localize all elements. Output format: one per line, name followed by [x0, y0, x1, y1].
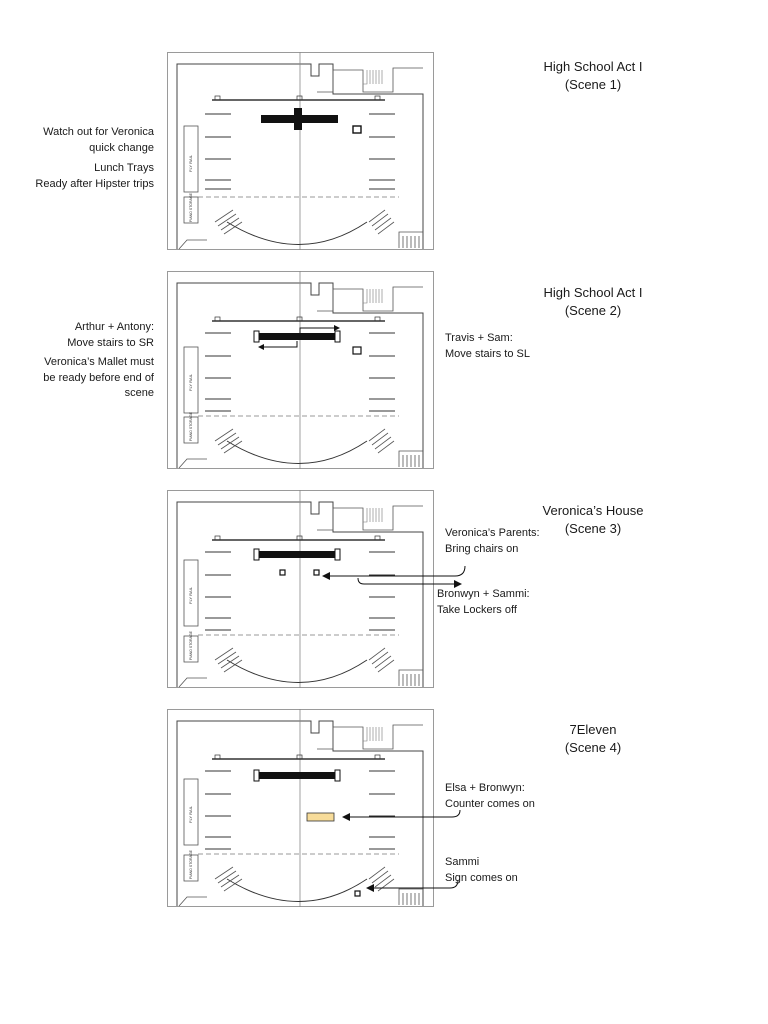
scene-1-note-2: Lunch Trays Ready after Hipster trips — [35, 162, 154, 190]
stage-plan-scene-1 — [167, 52, 434, 250]
scene-1-number: (Scene 1) — [564, 77, 622, 92]
scene-4-title: 7Eleven — [569, 722, 617, 737]
stage-base — [168, 709, 434, 907]
piano-storage-label: PIANO STORAGE — [189, 850, 193, 879]
scene-3-note-2: Bronwyn + Sammi: Take Lockers off — [437, 588, 530, 616]
fly-rail-label: FLY RAIL — [188, 374, 193, 391]
scene-2-note-2: Veronica’s Mallet must be ready before end of scene — [43, 356, 154, 399]
piano-storage-label: PIANO STORAGE — [189, 193, 193, 222]
fly-rail-label: FLY RAIL — [188, 587, 193, 604]
scene-4-note-1: Elsa + Bronwyn: Counter comes on — [445, 782, 535, 810]
scene-2-note-3: Travis + Sam: Move stairs to SL — [445, 332, 530, 360]
scene-4-note-2: Sammi Sign comes on — [445, 856, 518, 884]
stage-base — [168, 52, 434, 250]
stage-plan-scene-3 — [167, 490, 434, 688]
scene-2-title: High School Act I — [543, 285, 643, 300]
scene-1-title-block — [503, 58, 683, 94]
scene-2-number: (Scene 2) — [564, 303, 622, 318]
scene-3-note-1: Veronica’s Parents: Bring chairs on — [445, 527, 540, 555]
fly-rail-label: FLY RAIL — [188, 806, 193, 823]
scene-4-title-block — [503, 721, 683, 757]
piano-storage-label: PIANO STORAGE — [189, 412, 193, 441]
scene-3-number: (Scene 3) — [564, 521, 622, 536]
scene-4-number: (Scene 4) — [564, 740, 622, 755]
scene-2-note-1: Arthur + Antony: Move stairs to SR — [67, 321, 154, 349]
stage-base — [168, 271, 434, 469]
scene-1-note-1: Watch out for Veronica quick change — [43, 126, 154, 154]
stage-plan-scene-2 — [167, 271, 434, 469]
fly-rail-label: FLY RAIL — [188, 155, 193, 172]
stage-plan-scene-4 — [167, 709, 434, 907]
scene-3-title: Veronica’s House — [542, 503, 644, 518]
piano-storage-label: PIANO STORAGE — [189, 631, 193, 660]
stage-base — [168, 490, 434, 688]
scene-2-title-block — [503, 284, 683, 320]
scene-1-title: High School Act I — [543, 59, 643, 74]
